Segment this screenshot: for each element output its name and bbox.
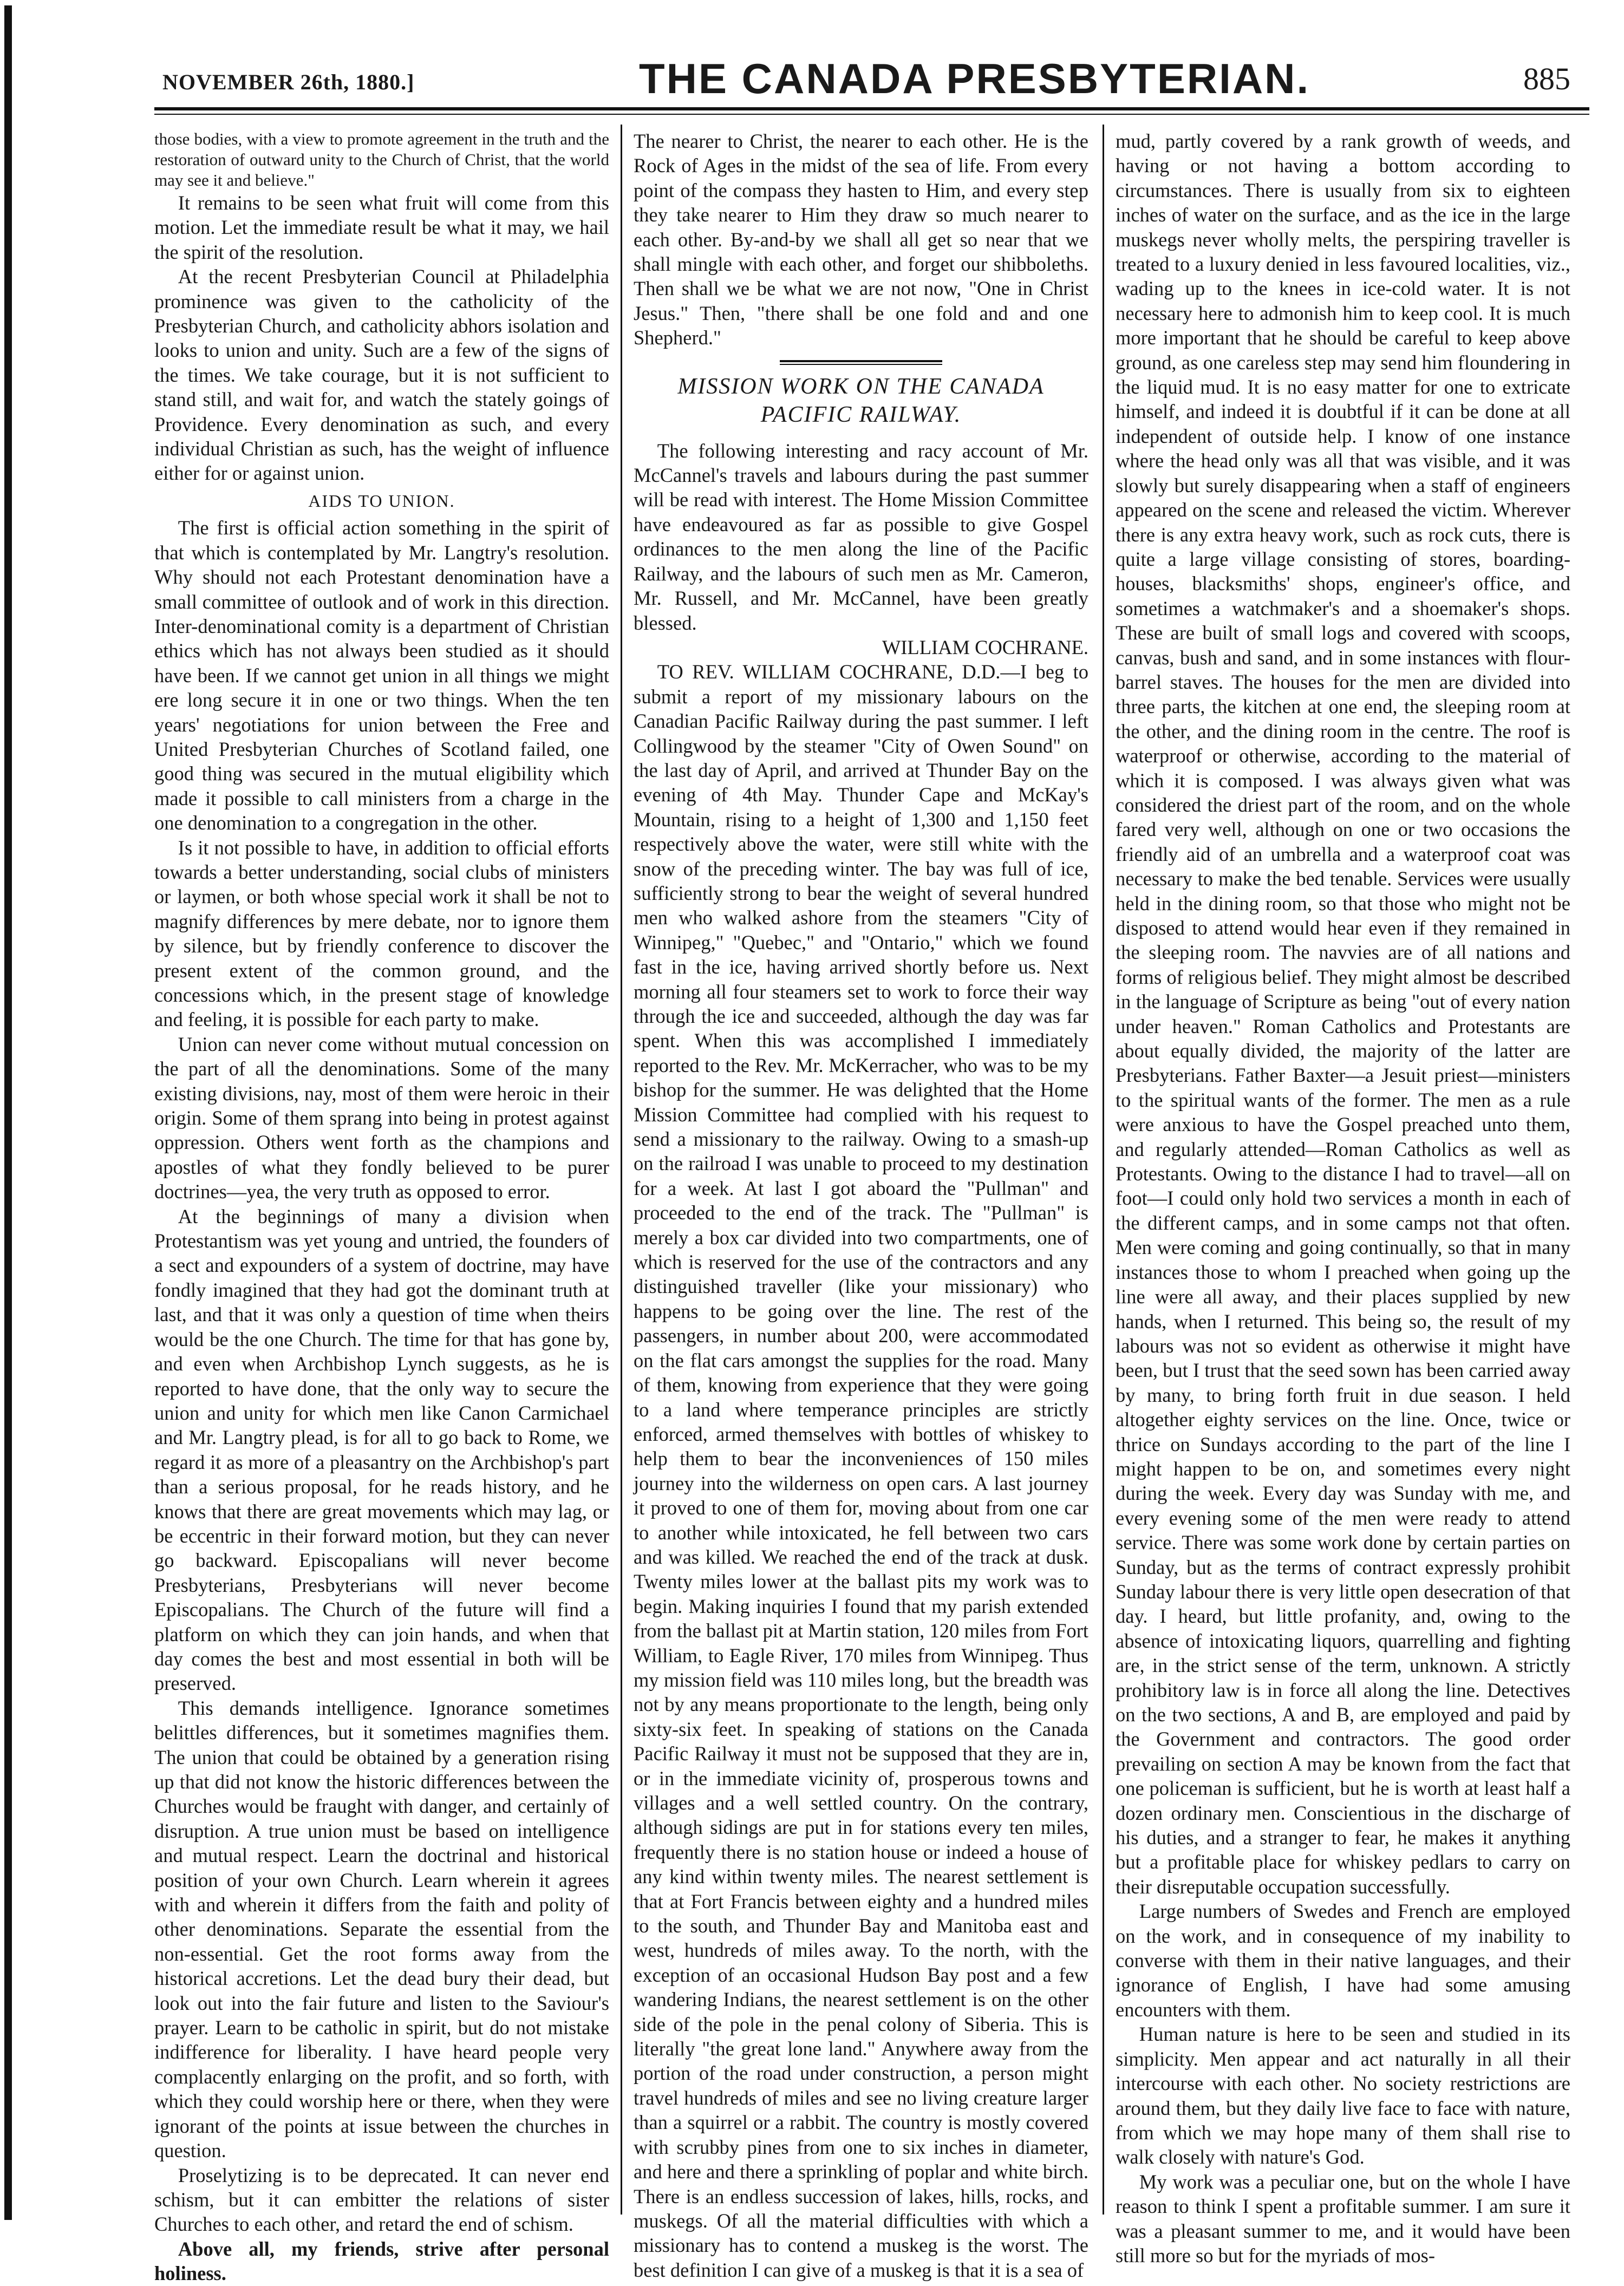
paragraph: At the recent Presbyterian Council at Philadelphia prominence was given to the catholicity of the Presbyterian Church, and catholicity abhors isolation and looks to union and unity. Such are a few of the signs of the times. We take courage, but it is not sufficient to stand still, and wait for, and watch the stately goings of Providence. Every denomination as such, and every individual Christian as such, has the weight of influence either for or against union. [154,265,609,485]
paragraph: My work was a peculiar one, but on the whole I have reason to think I spent a profitable summer. I am sure it was a pleasant summer to me, and it would have been still more so but for the myriads of mos- [1116,2170,1570,2267]
paragraph: The nearer to Christ, the nearer to each other. He is the Rock of Ages in the midst of the sea of life. From every point of the compass they hasten to Him, and every step they take nearer to Him they draw so much nearer to each other. By-and-by we shall all get so near that we shall mingle with each other, and forget our shibboleths. Then shall we be what we are not now, "One in Christ Jesus." Then, "there shall be one fold and and one Shepherd." [634,130,1088,349]
paragraph: It remains to be seen what fruit will come from this motion. Let the immediate result be what it may, we hail the spirit of the resolution. [154,192,609,263]
page-header [162,54,1587,108]
column-3 [1116,129,1570,2267]
paragraph: TO REV. WILLIAM COCHRANE, D.D.—I beg to submit a report of my missionary labours on the Canadian Pacific Railway during the past summer. I left Collingwood by the steamer "City of Owen Sound" on the last day of April, and arrived at Thunder Bay on the evening of 4th May. Thunder Cape and McKay's Mountain, rising to a height of 1,300 and 1,150 feet respectively above the water, were still white with the snow of the preceding winter. The bay was full of ice, sufficiently strong to bear the weight of several hundred men who walked ashore from the steamers "City of Winnipeg," "Quebec," and "Ontario," which we found fast in the ice, having arrived shortly before us. Next morning all four steamers set to work to force their way through the ice and succeeded, although the day was far spent. When this was accomplished I immediately reported to the Rev. Mr. McKerracher, who was to be my bishop for the summer. He was delighted that the Home Mission Committee had complied with his request to send a missionary to the railway. Owing to a smash-up on the railroad I was unable to proceed to my destination for a week. At last I got aboard the "Pullman" and proceeded to the end of the track. The "Pullman" is merely a box car divided into two compartments, one of which is reserved for the use of the contractors and any distinguished traveller (like your missionary) who happens to be going over the line. The rest of the passengers, in number about 200, were accommodated on the flat cars amongst the supplies for the road. Many of them, knowing from experience that they were going to a land where temperance principles are strictly enforced, armed themselves with bottles of whiskey to help them to bear the inconveniences of 150 miles journey into the wilderness on open cars. A last journey it proved to one of them for, moving about from one car to another while intoxicated, he fell between two cars and was killed. We reached the end of the track at dusk. Twenty miles lower at the ballast pits my work was to begin. Making inquiries I found that my parish extended from the ballast pit at Martin station, 120 miles from Fort William, to Eagle River, 170 miles from Winnipeg. Thus my mission field was 110 miles long, but the breadth was not by any means proportionate to the length, being only sixty-six feet. In speaking of stations on the Canada Pacific Railway it must not be supposed that they are in, or in the immediate vicinity of, prosperous towns and villages and a well settled country. On the contrary, although sidings are put in for stations every ten miles, frequently there is no station house or indeed a house of any kind within twenty miles. The nearest settlement is that at Fort Francis between eighty and a hundred miles to the south, and Thunder Bay and Manitoba east and west, hundreds of miles away. To the north, with the exception of an occasional Hudson Bay post and a few wandering Indians, the nearest settlement is on the other side of the pole in the penal colony of Siberia. This is literally "the great lone land." Anywhere away from the portion of the road under construction, a person might travel hundreds of miles and see no living creature larger than a squirrel or a rabbit. The country is mostly covered with scrubby pines from one to six inches in diameter, and here and there a sprinkling of poplar and white birch. There is an endless succession of lakes, hills, rocks, and muskegs. Of all the material difficulties with which a missionary has to contend a muskeg is the worst. The best definition I can give of a muskeg is that it is a sea of [634,661,1088,2281]
paragraph: This demands intelligence. Ignorance sometimes belittles differences, but it sometimes magnifies them. The union that could be obtained by a generation rising up that did not know the historic differences between the Churches would be fraught with danger, and certainly of disruption. A true union must be based on intelligence and mutual respect. Learn the doctrinal and historical position of your own Church. Learn wherein it agrees with and wherein it differs from the faith and polity of other denominations. Separate the essential from the non-essential. Get the root forms away from the historical accretions. Let the dead bury their dead, but look out into the fair future and listen to the Saviour's prayer. Learn to be catholic in spirit, but do not mistake indifference for liberality. I have heard people very complacently enlarging on the profit, and so forth, with which they could worship here or there, when they were ignorant of the points at issue between the churches in question. [154,1696,609,2162]
section-title: MISSION WORK ON THE CANADA PACIFIC RAILWAY. [677,374,1045,427]
header-rule-thin [154,114,1589,115]
masthead-title: THE CANADA PRESBYTERIAN. [639,55,1310,102]
signature: WILLIAM COCHRANE. [882,636,1088,658]
header-rule-thick [154,107,1589,110]
binding-edge [4,5,12,2220]
paragraph: The following interesting and racy account of Mr. McCannel's travels and labours during the past summer will be read with interest. The Home Mission Committee have endeavoured as far as possible to give Gospel ordinances to the men along the line of the Pacific Railway, and the labours of such men as Mr. Cameron, Mr. Russell, and Mr. McCannel, have been greatly blessed. [634,439,1088,634]
section-rule [780,360,942,365]
subheading: AIDS TO UNION. [308,491,455,511]
paragraph: Above all, my friends, strive after personal holiness. [154,2237,609,2285]
paragraph: those bodies, with a view to promote agreement in the truth and the restoration of outward unity to the Church of Christ, that the world may see it and believe." [154,129,609,190]
column-divider-2 [1103,125,1104,2215]
paragraph: At the beginnings of many a division when Protestantism was yet young and untried, the founders of a sect and expounders of a system of doctrine, may have fondly imagined that they had got the dominant truth at last, and that it was only a question of time when theirs would be the one Church. The time for that has gone by, and even when Archbishop Lynch suggests, as he is reported to have done, that the only way to secure the union and unity for which men like Canon Carmichael and Mr. Langtry plead, is for all to go back to Rome, we regard it as more of a pleasantry on the Archbishop's part than a serious proposal, for he reads history, and he knows that there are great movements which may lag, or be eccentric in their forward motion, but they can never go backward. Episcopalians will never become Presbyterians, Presbyterians will never become Episcopalians. The Church of the future will find a platform on which they can join hands, and when that day comes the best and most essential in both will be preserved. [154,1205,609,1695]
column-2 [634,129,1088,2281]
paragraph: Large numbers of Swedes and French are employed on the work, and in consequence of my inability to converse with them in their native languages, and their ignorance of English, I have had some amusing encounters with them. [1116,1900,1570,2021]
issue-date: NOVEMBER 26th, 1880.] [162,70,415,94]
paragraph: The first is official action something in the spirit of that which is contemplated by Mr. Langtry's resolution. Why should not each Protestant denomination have a small committee of outlook and of work in this direction. Inter-denominational comity is a department of Christian ethics which has not always been studied as it should have been. If we cannot get union in all things we might ere long secure it in one or two things. When the ten years' negotiations for union between the Free and United Presbyterian Churches of Scotland failed, one good thing was secured in the mutual eligibility which made it possible to call ministers from a charge in the one denomination to a congregation in the other. [154,517,609,834]
paragraph: Proselytizing is to be deprecated. It can never end schism, but it can embitter the relations of sister Churches to each other, and retard the end of schism. [154,2164,609,2236]
paragraph: mud, partly covered by a rank growth of weeds, and having or not having a bottom according to circumstances. There is usually from six to eighteen inches of water on the surface, and as the ice in the large muskegs never wholly melts, the perspiring traveller is treated to a luxury denied in less favoured localities, viz., wading up to the knees in ice-cold water. It is not necessary here to admonish him to keep cool. It is much more important that he should be careful to keep above ground, as one careless step may send him floundering in the liquid mud. It is no easy matter for one to extricate himself, and indeed it is doubtful if it can be done at all independent of outside help. I know of one instance where the head only was all that was visible, and it was slowly but surely disappearing when a staff of engineers appeared on the scene and released the victim. Wherever there is any extra heavy work, such as rock cuts, there is quite a large village consisting of stores, boarding-houses, blacksmiths' shops, engineer's office, and sometimes a watchmaker's and a shoemaker's shops. These are built of small logs and covered with scoops, canvas, bush and sand, and in some instances with flour-barrel staves. The houses for the men are divided into three parts, the kitchen at one end, the sleeping room at the other, and the dining room in the centre. The roof is waterproof or otherwise, according to the material of which it is composed. I was always given what was considered the driest part of the room, and on the whole fared very well, although on one or two occasions the friendly aid of an umbrella and a waterproof coat was necessary to make the bed tenable. Services were usually held in the dining room, so that those who might not be disposed to attend would hear even if they remained in the sleeping room. The navvies are of all nations and forms of religious belief. They might almost be described in the language of Scripture as being "out of every nation under heaven." Roman Catholics and Protestants are about equally divided, the majority of the latter are Presbyterians. Father Baxter—a Jesuit priest—ministers to the spiritual wants of the former. The men as a rule were anxious to have the Gospel preached unto them, and regularly attended—Roman Catholics as well as Protestants. Owing to the distance I had to travel—all on foot—I could only hold two services a month in each of the different camps, and in some camps not that often. Men were coming and going continually, so that in many instances those to whom I preached when going up the line were all away, and their places supplied by new hands, when I returned. This being so, the result of my labours was not so evident as otherwise it might have been, but I trust that the seed sown has been carried away by many, to bring forth fruit in due season. I held altogether eighty services on the line. Once, twice or thrice on Sundays according to the part of the line I might happen to be on, and sometimes every night during the week. Every day was Sunday with me, and every evening some of the men were ready to attend service. There was some work done by certain parties on Sunday, but as the terms of contract expressly prohibit Sunday labour there is very little open desecration of that day. I heard, but little profanity, and, owing to the absence of intoxicating liquors, quarrelling and fighting are, in the strict sense of the term, unknown. A strictly prohibitory law is in force all along the line. Detectives on the two sections, A and B, are employed and paid by the Government and contractors. The good order prevailing on section A may be known from the fact that one policeman is sufficient, but he is worth at least half a dozen ordinary men. Conscientious in the discharge of his duties, and a stranger to fear, he makes it anything but a profitable place for whiskey pedlars to carry on their disreputable occupation successfully. [1116,130,1570,1898]
paragraph: Is it not possible to have, in addition to official efforts towards a better understanding, social clubs of ministers or laymen, or both whose special work it shall be not to magnify differences by mere debate, nor to ignore them by silence, but by friendly conference to discover the present extent of the common ground, and the concessions which, in the present stage of knowledge and feeling, it is possible for each party to make. [154,836,609,1031]
column-1 [154,129,609,2285]
paragraph: Human nature is here to be seen and studied in its simplicity. Men appear and act naturally in all their intercourse with each other. No society restrictions are around them, but they daily live face to face with nature, from which we may hope many of them shall rise to walk closely with nature's God. [1116,2023,1570,2169]
column-divider-1 [621,125,622,2215]
page-number: 885 [1523,61,1570,96]
paragraph: Union can never come without mutual concession on the part of all the denominations. Some of the many existing divisions, nay, most of them were heroic in their origin. Some of them sprang into being in protest against oppression. Others went forth as the champions and apostles of what they fondly believed to be purer doctrines—yea, the very truth as opposed to error. [154,1033,609,1203]
